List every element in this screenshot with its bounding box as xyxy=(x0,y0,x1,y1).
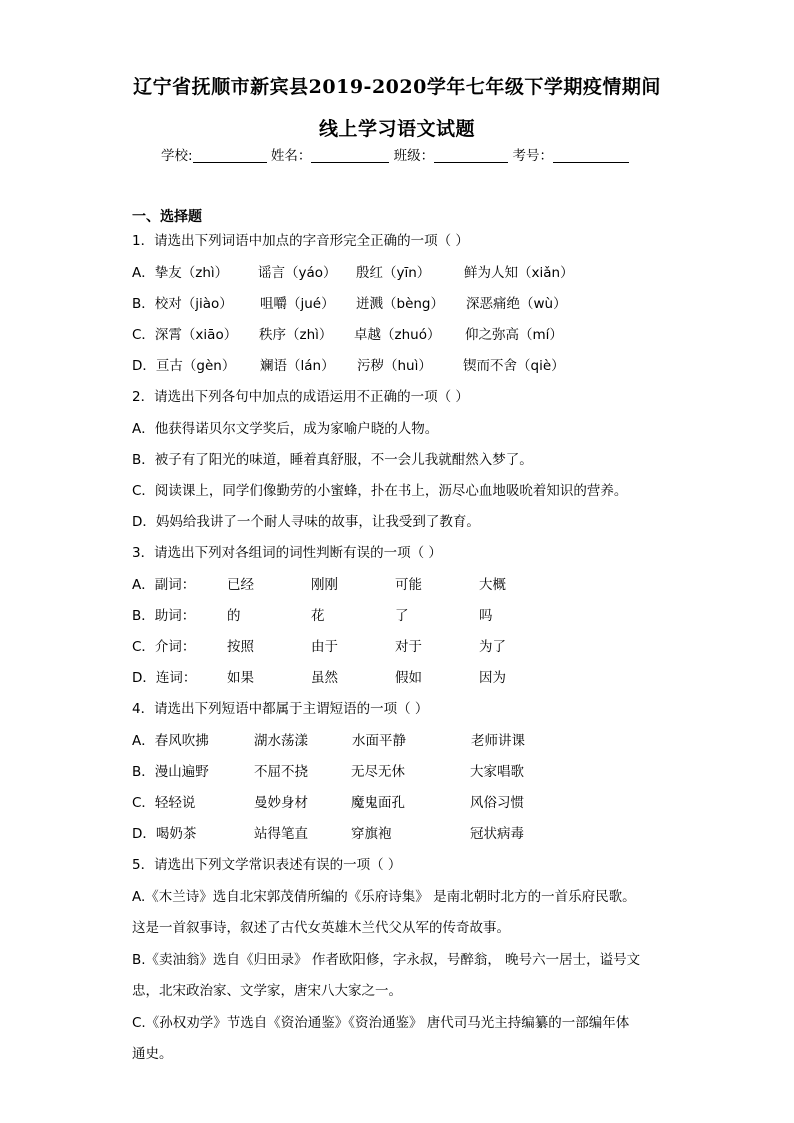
school-label: 学校: xyxy=(161,148,193,164)
q3-option-d-word-4: 因为 xyxy=(479,670,506,686)
q2-option-b: B．被子有了阳光的味道，睡着真舒服，不一会儿我就酣然入梦了。 xyxy=(132,452,533,468)
q3-option-b-word-1: 的 xyxy=(227,608,241,624)
q3-option-c-word-2: 由于 xyxy=(311,639,338,655)
q3-option-d-word-2: 虽然 xyxy=(311,670,338,686)
q3-option-a-word-1: 已经 xyxy=(227,577,254,593)
exam-title-line-1: 辽宁省抚顺市新宾县2019-2020学年七年级下学期疫情期间 xyxy=(133,76,661,98)
q3-option-d-label: D．连词： xyxy=(132,670,197,686)
q4-option-c-word-1: C．轻轻说 xyxy=(132,795,196,811)
q1-option-b-word-3: 迸溅（bèng） xyxy=(356,296,445,312)
q3-option-a-word-3: 可能 xyxy=(395,577,422,593)
number-label: 考号： xyxy=(512,148,553,164)
q2-option-c: C．阅读课上，同学们像勤劳的小蜜蜂，扑在书上，沥尽心血地吸吮着知识的营养。 xyxy=(132,483,628,499)
q4-option-c-word-2: 曼妙身材 xyxy=(254,795,308,811)
section-heading: 一、选择题 xyxy=(132,209,202,225)
q4-option-c-word-3: 魔鬼面孔 xyxy=(351,795,405,811)
q4-option-c-word-4: 风俗习惯 xyxy=(470,795,524,811)
name-label: 姓名： xyxy=(270,148,312,164)
q1-option-d-word-4: 锲而不舍（qiè） xyxy=(463,358,565,374)
q3-option-c-word-4: 为了 xyxy=(479,639,506,655)
class-label: 班级： xyxy=(393,148,435,164)
q1-option-a-word-4: 鲜为人知（xiǎn） xyxy=(464,265,574,281)
q1-option-d-word-3: 污秽（huì） xyxy=(357,358,432,374)
q3-option-c-label: C．介词： xyxy=(132,639,196,655)
q3-option-d-word-3: 假如 xyxy=(395,670,422,686)
question-3-stem: 3．请选出下列对各组词的词性判断有误的一项（ ） xyxy=(132,545,442,561)
q1-option-c-word-4: 仰之弥高（mí） xyxy=(465,327,563,343)
q3-option-a-word-2: 刚刚 xyxy=(311,577,338,593)
q2-option-a: A．他获得诺贝尔文学奖后，成为家喻户晓的人物。 xyxy=(132,421,439,437)
q4-option-d-word-4: 冠状病毒 xyxy=(470,826,524,842)
number-blank[interactable] xyxy=(553,148,629,163)
class-blank[interactable] xyxy=(434,148,508,163)
question-5-stem: 5．请选出下列文学常识表述有误的一项（ ） xyxy=(132,857,402,873)
q4-option-b-word-1: B．漫山遍野 xyxy=(132,764,209,780)
q4-option-a-word-1: A．春风吹拂 xyxy=(132,733,209,749)
q1-option-b-word-1: B．校对（jiào） xyxy=(132,296,233,312)
q1-option-d-word-2: 斓语（lán） xyxy=(260,358,335,374)
q3-option-b-word-4: 吗 xyxy=(479,608,493,624)
q4-option-a-word-4: 老师讲课 xyxy=(471,733,525,749)
q1-option-d-word-1: D．亘古（gèn） xyxy=(132,358,236,374)
q1-option-b-word-2: 咀嚼（jué） xyxy=(260,296,335,312)
q2-option-d: D．妈妈给我讲了一个耐人寻味的故事，让我受到了教育。 xyxy=(132,514,480,530)
q4-option-b-word-2: 不屈不挠 xyxy=(254,764,308,780)
q3-option-b-word-3: 了 xyxy=(395,608,409,624)
q1-option-a-word-3: 殷红（yīn） xyxy=(356,265,431,281)
q1-option-c-word-1: C．深霄（xiāo） xyxy=(132,327,238,343)
student-info-row xyxy=(161,144,629,164)
question-2-stem: 2．请选出下列各句中加点的成语运用不正确的一项（ ） xyxy=(132,389,469,405)
q3-option-c-word-3: 对于 xyxy=(395,639,422,655)
q3-option-b-word-2: 花 xyxy=(311,608,325,624)
q4-option-d-word-3: 穿旗袍 xyxy=(351,826,392,842)
q4-option-a-word-2: 湖水荡漾 xyxy=(254,733,308,749)
q3-option-d-word-1: 如果 xyxy=(227,670,254,686)
q5-option-a-line-2: 这是一首叙事诗，叙述了古代女英雄木兰代父从军的传奇故事。 xyxy=(132,920,510,936)
name-blank[interactable] xyxy=(311,148,389,163)
q1-option-c-word-3: 卓越（zhuó） xyxy=(354,327,441,343)
q1-option-a-word-2: 谣言（yáo） xyxy=(258,265,337,281)
q3-option-b-label: B．助词： xyxy=(132,608,196,624)
q4-option-a-word-3: 水面平静 xyxy=(352,733,406,749)
question-1-stem: 1．请选出下列词语中加点的字音形完全正确的一项（ ） xyxy=(132,233,469,249)
exam-title-line-2: 线上学习语文试题 xyxy=(318,118,475,140)
question-4-stem: 4．请选出下列短语中都属于主谓短语的一项（ ） xyxy=(132,701,429,717)
q5-option-a-line-1: A.《木兰诗》选自北宋郭茂倩所编的《乐府诗集》 是南北朝时北方的一首乐府民歌。 xyxy=(132,889,636,905)
q4-option-d-word-2: 站得笔直 xyxy=(254,826,308,842)
q1-option-a-word-1: A．挚友（zhì） xyxy=(132,265,229,281)
q3-option-a-label: A．副词： xyxy=(132,577,196,593)
q5-option-b-line-1: B.《卖油翁》选自《归田录》 作者欧阳修，字永叔，号醉翁， 晚号六一居士，谥号文 xyxy=(132,952,641,968)
q4-option-b-word-4: 大家唱歌 xyxy=(470,764,524,780)
q4-option-b-word-3: 无尽无休 xyxy=(351,764,405,780)
q1-option-b-word-4: 深恶痛绝（wù） xyxy=(466,296,567,312)
q5-option-b-line-2: 忠，北宋政治家、文学家，唐宋八大家之一。 xyxy=(132,983,402,999)
q5-option-c-line-1: C.《孙权劝学》节选自《资治通鉴》《资治通鉴》 唐代司马光主持编纂的一部编年体 xyxy=(132,1015,630,1031)
q4-option-d-word-1: D．喝奶茶 xyxy=(132,826,197,842)
q5-option-c-line-2: 通史。 xyxy=(132,1046,173,1062)
q1-option-c-word-2: 秩序（zhì） xyxy=(259,327,333,343)
q3-option-c-word-1: 按照 xyxy=(227,639,254,655)
school-blank[interactable] xyxy=(193,148,267,163)
q3-option-a-word-4: 大概 xyxy=(479,577,506,593)
